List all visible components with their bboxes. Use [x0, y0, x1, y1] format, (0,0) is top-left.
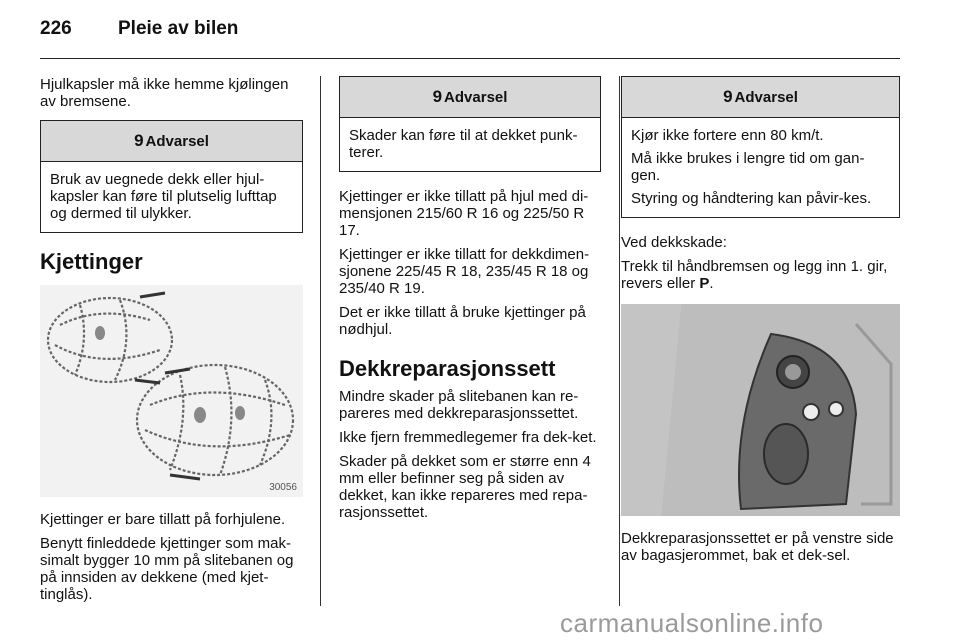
page-header — [40, 18, 238, 48]
warning-text: Styring og håndtering kan påvir-kes. — [631, 190, 872, 207]
warning-box — [40, 120, 303, 233]
warning-icon: 9 — [134, 131, 144, 150]
warning-box — [621, 76, 900, 218]
warning-header — [41, 121, 302, 162]
warning-icon: 9 — [723, 87, 733, 106]
column-1 — [40, 76, 303, 610]
page-number: 226 — [40, 18, 72, 39]
paragraph: Ikke fjern fremmedlegemer fra dek-ket. — [339, 429, 597, 446]
warning-title: Advarsel — [444, 88, 508, 106]
gear-p-label: P — [699, 275, 710, 292]
paragraph: Dekkreparasjonssettet er på venstre side av bagasjerommet, bak et dek-sel. — [621, 530, 894, 564]
snow-chains-figure — [40, 285, 303, 497]
warning-text: Kjør ikke fortere enn 80 km/t. — [631, 127, 824, 144]
warning-title: Advarsel — [145, 132, 209, 150]
warning-body — [622, 118, 899, 217]
trunk-compartment-illustration — [621, 304, 900, 516]
paragraph: Mindre skader på slitebanen kan re-pareres med dekkreparasjonssettet. — [339, 388, 579, 422]
paragraph-text: Trekk til håndbremsen og legg inn 1. gir, revers eller — [621, 258, 888, 292]
warning-header — [340, 77, 600, 118]
watermark: carmanualsonline.info — [560, 608, 824, 638]
paragraph-end: . — [709, 275, 714, 292]
warning-icon: 9 — [432, 87, 443, 106]
paragraph: Ved dekkskade: — [621, 234, 727, 251]
warning-box — [339, 76, 601, 172]
column-divider-1 — [320, 76, 321, 606]
paragraph: Skader på dekket som er større enn 4 mm eller befinner seg på siden av dekket, kan ikke repareres med repa-rasjonssettet. — [339, 453, 591, 521]
column-divider-2 — [619, 76, 620, 606]
column-3 — [621, 76, 900, 571]
warning-text: Bruk av uegnede dekk eller hjul-kapsler kan føre til plutselig lufttap og dermed til ulykker. — [50, 171, 277, 222]
section-heading-dekkreparasjonssett: Dekkreparasjonssett — [339, 356, 556, 381]
intro-text: Hjulkapsler må ikke hemme kjølingen av bremsene. — [40, 76, 289, 110]
repair-kit-figure — [621, 304, 900, 516]
warning-text: Må ikke brukes i lengre tid om gan-gen. — [631, 150, 865, 184]
header-divider — [40, 58, 900, 59]
figure-number: 30056 — [269, 482, 297, 493]
section-heading-kjettinger: Kjettinger — [40, 249, 143, 274]
warning-body — [41, 162, 302, 232]
paragraph: Benytt finleddede kjettinger som mak-simalt bygger 10 mm på slitebanen og på innsiden av dekkene (med kjet-tinglås). — [40, 535, 294, 603]
paragraph: Kjettinger er ikke tillatt for dekkdimen-sjonene 225/45 R 18, 235/45 R 18 og 235/40 R 19. — [339, 246, 590, 297]
paragraph: Det er ikke tillatt å bruke kjettinger på nødhjul. — [339, 304, 586, 338]
warning-title: Advarsel — [734, 88, 798, 106]
warning-header — [622, 77, 899, 118]
warning-text: Skader kan føre til at dekket punk-terer. — [349, 127, 578, 161]
paragraph: Kjettinger er ikke tillatt på hjul med di-mensjonen 215/60 R 16 og 225/50 R 17. — [339, 188, 589, 239]
paragraph: Kjettinger er bare tillatt på forhjulene. — [40, 511, 286, 528]
snow-chains-illustration — [40, 285, 303, 497]
page-title: Pleie av bilen — [118, 18, 239, 39]
warning-body — [340, 118, 600, 171]
paragraph — [621, 258, 900, 292]
column-2 — [339, 76, 601, 528]
